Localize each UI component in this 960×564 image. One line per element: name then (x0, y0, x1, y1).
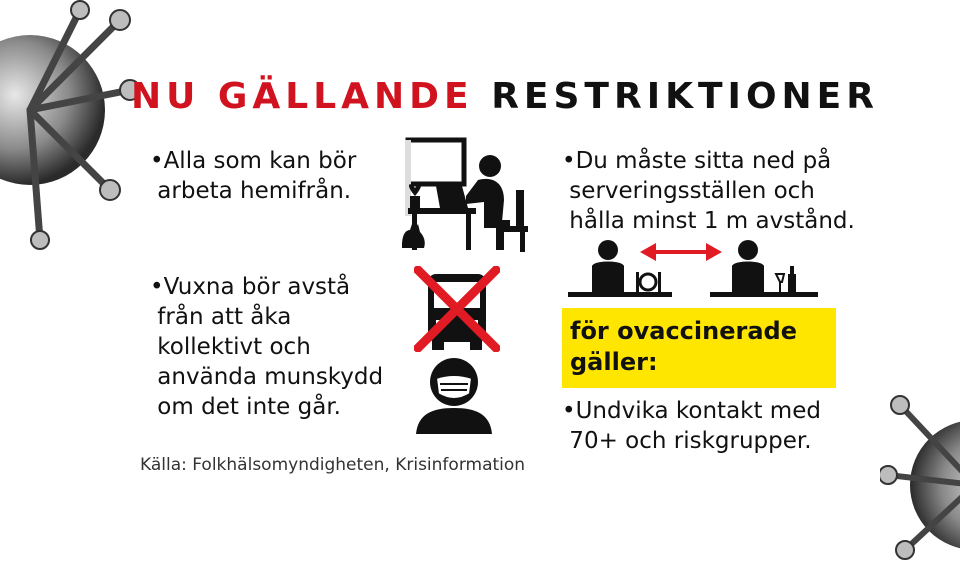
title-part-black: RESTRIKTIONER (491, 76, 879, 117)
bullet-avoid-contact: •Undvika kontakt med 70+ och riskgrupper. (562, 398, 821, 454)
unvaccinated-label: för ovaccinerade gäller: (570, 317, 797, 376)
virus-icon (880, 390, 960, 564)
title-part-red: NU GÄLLANDE (130, 76, 474, 117)
distancing-table-icon (566, 238, 822, 302)
home-office-icon (396, 136, 536, 254)
virus-icon (0, 0, 140, 250)
bullet-restaurant: •Du måste sitta ned på serveringsställen och hålla minst 1 m avstånd. (562, 148, 855, 234)
crossed-bus-icon (414, 266, 500, 352)
bullet-transport: •Vuxna bör avstå från att åka kollektivt och använda munskydd om det inte går. (150, 274, 384, 420)
bullet-work-from-home: •Alla som kan bör arbeta hemifrån. (150, 148, 357, 204)
source-credit: Källa: Folkhälsomyndigheten, Krisinformation (140, 455, 526, 475)
face-mask-person-icon (412, 354, 496, 434)
page-title (0, 76, 960, 117)
